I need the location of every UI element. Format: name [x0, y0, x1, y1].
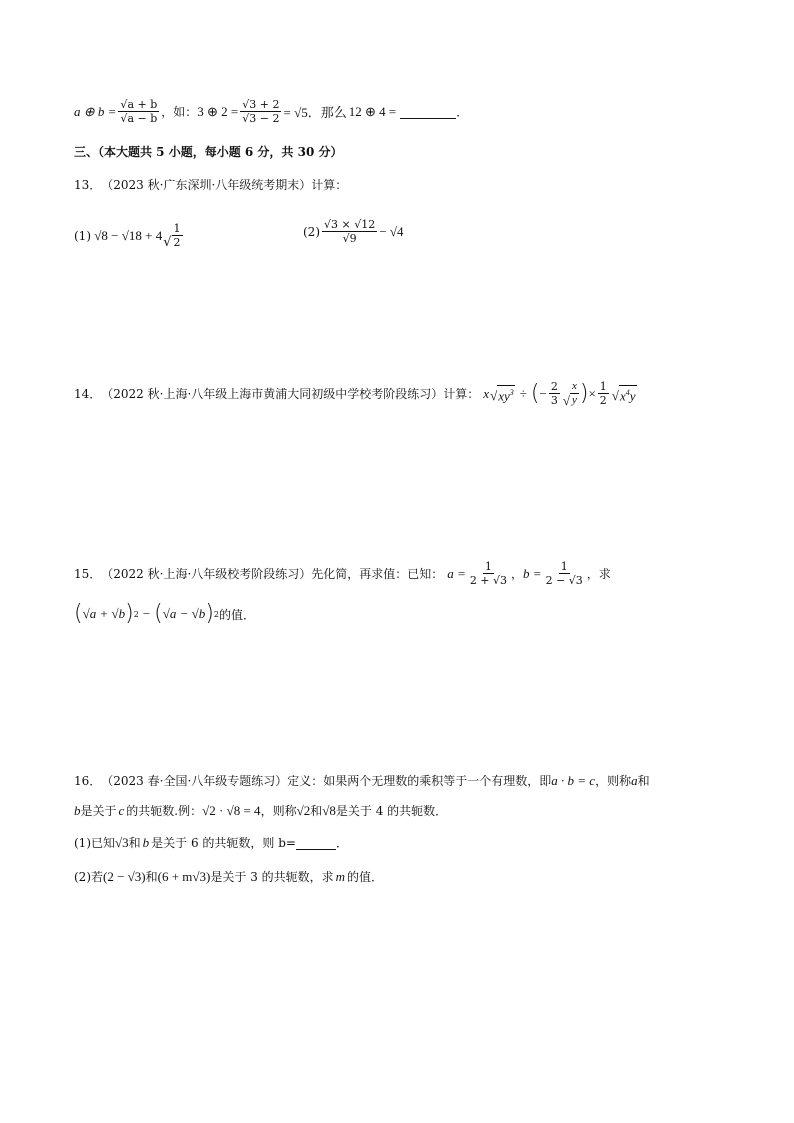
q14-expr-a: x	[483, 385, 490, 401]
q14-expr-d-num: 1	[599, 380, 607, 393]
example-num: √3 + 2	[242, 98, 280, 111]
def-fraction	[118, 98, 159, 125]
q15-ask: ，求	[586, 567, 611, 581]
q14-left-paren: (	[530, 380, 540, 406]
q14-number: 14．	[74, 387, 102, 401]
q16-p2-end: 的值．	[347, 870, 384, 884]
q15-minus: −	[142, 606, 151, 621]
example-lhs: 3 ⊕ 2 =	[197, 103, 239, 119]
q13-part2-label: (2)	[303, 224, 320, 239]
q16-line2-text: 是关于	[80, 804, 117, 818]
q16-p1-b: b	[142, 834, 150, 850]
q15-a-den: 2 + √3	[469, 574, 508, 587]
q12-end: ．	[456, 105, 469, 119]
q15-expr-1: √a + √b	[82, 606, 126, 621]
def-num: √a + b	[120, 98, 158, 111]
q16-p1-end: ．	[335, 836, 348, 850]
q13-part1-frac-den: 2	[173, 236, 181, 249]
q16-source: （2023 春·全国·八年级专题练习）定义：如果两个无理数的乘积等于一个有理数，即	[101, 774, 552, 788]
q15-a-fraction	[468, 560, 509, 587]
q14-expr-d	[598, 380, 609, 407]
q16-line2	[74, 802, 447, 819]
q16-line2-sqrt2: √2	[296, 802, 311, 818]
q16-def-eq: a · b = c	[551, 772, 596, 788]
q15-source: （2022 秋·上海·八年级校考阶段练习）先化简，再求值：已知：	[101, 567, 444, 581]
q16-p2-label: (2)若	[74, 870, 103, 884]
example-fraction	[240, 98, 281, 125]
q15-expr-tail: 的值．	[219, 607, 256, 622]
q13-part1	[74, 222, 184, 249]
q16-line2-text2: 的共轭数.例：	[126, 804, 203, 818]
q16-line2-end: 是关于 4 的共轭数．	[335, 804, 448, 818]
q15-paren-3: (	[154, 601, 163, 626]
q14-expr-c-den: 3	[550, 394, 558, 407]
q15-a-num: 1	[484, 560, 492, 573]
q12-question: 12 ⊕ 4 =	[348, 103, 397, 119]
q15-b-den: 2 − √3	[545, 574, 583, 587]
q16-line2-ex: √2 · √8 = 4	[202, 802, 261, 818]
q16-answer-blank[interactable]	[296, 835, 336, 850]
q13-part2-num: √3 × √12	[324, 218, 376, 231]
q13-number: 13．	[74, 178, 102, 192]
q15-a-lhs: a =	[447, 565, 466, 581]
q14-source: （2022 秋·上海·八年级上海市黄浦大同初级中学校考阶段练习）计算：	[101, 387, 480, 401]
q14-div: ÷	[519, 385, 527, 401]
example-den: √3 − 2	[242, 112, 280, 125]
q15-paren-4: )	[205, 601, 214, 626]
q16-p1-sqrt: √3	[115, 834, 129, 850]
section-three-title	[74, 143, 342, 160]
q15-line2: ( √a + √b ) 2 − ( √a − √b ) 2 的值．	[74, 601, 256, 626]
q13-part1-sqrt: √ $\frac{1}{2}$	[163, 222, 181, 250]
q16-line1	[74, 772, 650, 789]
answer-blank[interactable]	[400, 104, 456, 119]
q14-expr-d-rad: √ $x^4y$	[612, 385, 637, 402]
q16-number: 16．	[74, 774, 102, 788]
q13-header	[74, 176, 347, 193]
q14-line: 14． （2022 秋·上海·八年级上海市黄浦大同初级中学校考阶段练习）计算： x √ $xy^3$ ÷ ( − $\frac{2}{3}$ √ $\frac{x}{y}$ ) × $\frac{1}{2}$ √ $x^4y$	[74, 380, 636, 408]
q16-p2-and: 和	[145, 870, 158, 884]
q15-comma: ，	[511, 567, 524, 581]
section-three-title-text: 三、（本大题共 5 小题，每小题 6 分，共 30 分）	[74, 145, 343, 159]
def-lhs: a ⊕ b =	[74, 103, 117, 119]
q16-p2-text: 是关于 3 的共轭数，求	[210, 870, 334, 884]
q16-line2-and: 和	[310, 804, 323, 818]
q15-b-fraction	[544, 560, 585, 587]
example-rhs: = √5．那么	[283, 105, 347, 120]
q15-expr-2: √a − √b	[162, 606, 206, 621]
q14-expr-c-num: 2	[550, 380, 558, 393]
def-den: √a − b	[120, 112, 158, 125]
q16-line2-sqrt8: √8	[322, 802, 336, 818]
q16-c: c	[118, 802, 125, 818]
q14-expr-b: √ $xy^3$	[490, 385, 515, 402]
q14-expr-c-rad: √ $\frac{x}{y}$	[562, 380, 577, 408]
q15-number: 15．	[74, 567, 102, 581]
q15-b-lhs: b =	[523, 565, 542, 581]
q16-line2-text3: ，则称	[260, 804, 297, 818]
q13-part2	[303, 218, 403, 245]
q15-b-num: 1	[560, 560, 568, 573]
q13-part2-den: √9	[342, 232, 357, 245]
q15-paren-2: )	[125, 601, 134, 626]
q13-part2-tail: − √4	[379, 223, 404, 239]
q16-part2	[74, 868, 383, 885]
q16-def-and: 和	[637, 774, 650, 788]
example-label: ，如：	[161, 105, 198, 119]
q13-part1-frac-num: 1	[173, 222, 181, 235]
q12-definition-line	[74, 98, 468, 125]
q16-b: b	[74, 802, 81, 818]
q14-expr-c-rad-den: y	[571, 394, 577, 406]
q16-def-tail: ，则称	[595, 774, 632, 788]
q13-part2-fraction	[322, 218, 377, 245]
q14-expr-c-rad-num: x	[571, 380, 577, 392]
q13-part1-label: (1)	[74, 228, 91, 243]
q16-p1-text2: 是关于 6 的共轭数，则 b=	[151, 836, 296, 850]
q14-times: ×	[588, 385, 596, 401]
q16-def-a: a	[631, 772, 638, 788]
q13-source: （2023 秋·广东深圳·八年级统考期末）计算：	[101, 178, 348, 192]
q16-p1-label: (1)已知	[74, 836, 115, 850]
q16-part1	[74, 834, 348, 851]
q14-expr-d-den: 2	[599, 394, 607, 407]
q16-p2-expr1: (2 − √3)	[103, 868, 146, 884]
q14-expr-c	[549, 380, 560, 407]
q16-p2-m: m	[335, 868, 346, 884]
q15-line1	[74, 560, 611, 587]
q14-right-paren: )	[579, 380, 589, 406]
q13-part1-expr: √8 − √18 + 4	[91, 227, 163, 243]
q15-paren-1: (	[74, 601, 83, 626]
q16-p2-expr2: (6 + m√3)	[157, 868, 211, 884]
q16-p1-text: 和	[128, 836, 141, 850]
